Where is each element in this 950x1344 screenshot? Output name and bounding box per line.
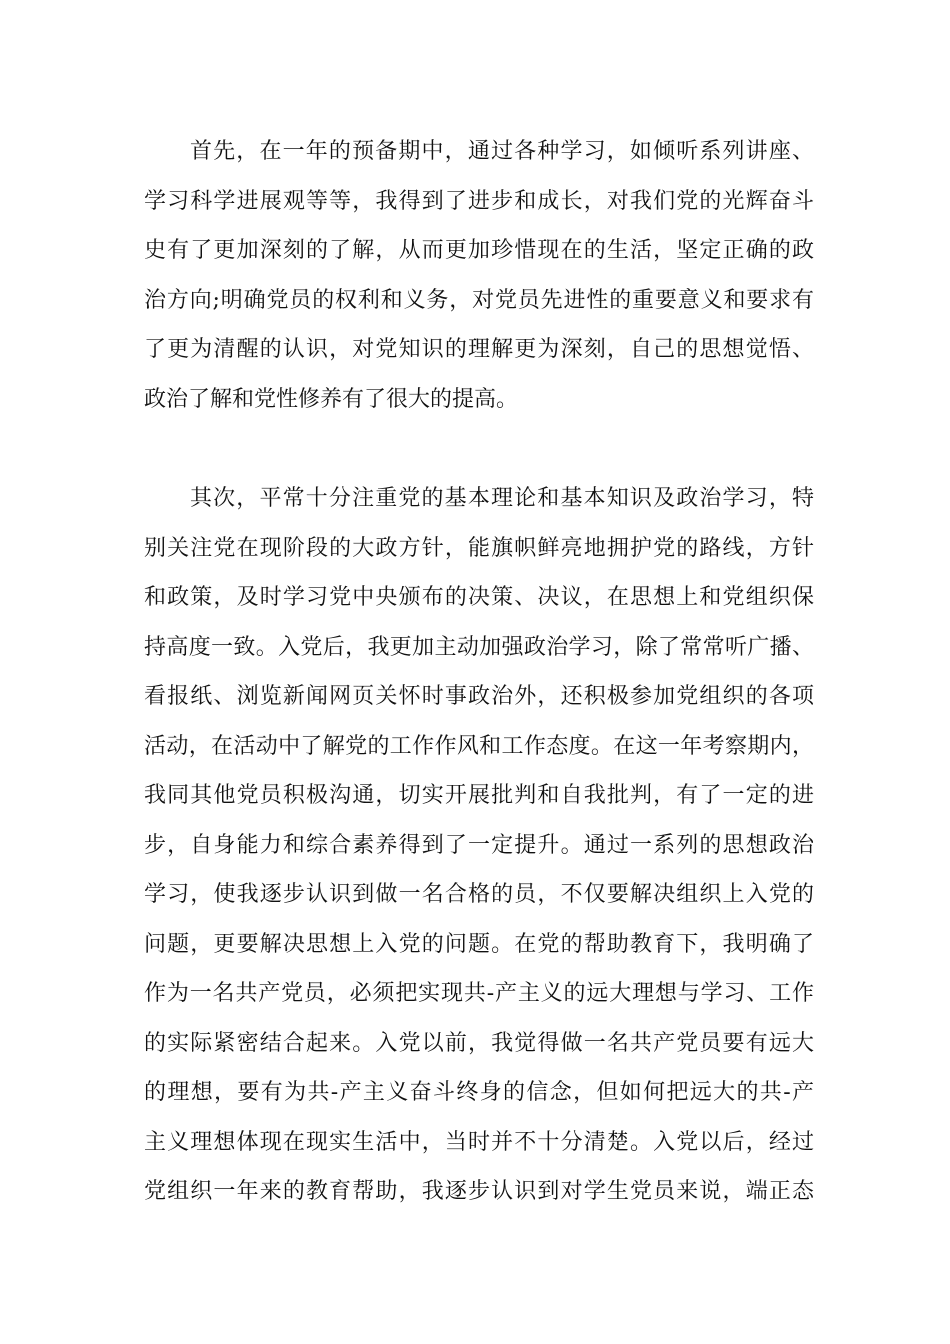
text-line: 治方向;明确党员的权利和义务，对党员先进性的重要意义和要求有 [144,287,814,313]
text-line: 问题，更要解决思想上入党的问题。在党的帮助教育下，我明确了 [144,931,814,957]
text-line: 学习，使我逐步认识到做一名合格的员，不仅要解决组织上入党的 [144,882,814,907]
paragraph-1 [144,127,814,424]
paragraph-2 [144,474,814,1217]
text-line: 主义理想体现在现实生活中，当时并不十分清楚。入党以后，经过 [144,1129,814,1155]
text-line: 学习科学进展观等等，我得到了进步和成长，对我们党的光辉奋斗 [144,188,814,214]
text-line: 首先，在一年的预备期中，通过各种学习，如倾听系列讲座、 [190,139,814,164]
text-line: 的理想，要有为共-产主义奋斗终身的信念，但如何把远大的共-产 [144,1080,814,1105]
text-line: 史有了更加深刻的了解，从而更加珍惜现在的生活，坚定正确的政 [144,238,814,263]
text-line: 看报纸、浏览新闻网页关怀时事政治外，还积极参加党组织的各项 [144,684,814,709]
text-line: 党组织一年来的教育帮助，我逐步认识到对学生党员来说，端正态 [144,1179,814,1204]
text-line: 的实际紧密结合起来。入党以前，我觉得做一名共产党员要有远大 [144,1030,814,1056]
text-line: 我同其他党员积极沟通，切实开展批判和自我批判，有了一定的进 [144,783,814,808]
text-line: 别关注党在现阶段的大政方针，能旗帜鲜亮地拥护党的路线，方针 [144,535,814,561]
text-line: 政治了解和党性修养有了很大的提高。 [144,386,519,412]
text-line: 活动，在活动中了解党的工作作风和工作态度。在这一年考察期内， [144,733,814,759]
text-line: 步，自身能力和综合素养得到了一定提升。通过一系列的思想政治 [144,832,814,858]
text-line: 作为一名共产党员，必须把实现共-产主义的远大理想与学习、工作 [144,981,814,1006]
text-line: 其次，平常十分注重党的基本理论和基本知识及政治学习，特 [190,486,814,511]
text-line: 持高度一致。入党后，我更加主动加强政治学习，除了常常听广播、 [144,634,814,660]
text-line: 了更为清醒的认识，对党知识的理解更为深刻，自己的思想觉悟、 [144,337,814,362]
text-line: 和政策，及时学习党中央颁布的决策、决议，在思想上和党组织保 [144,585,814,610]
